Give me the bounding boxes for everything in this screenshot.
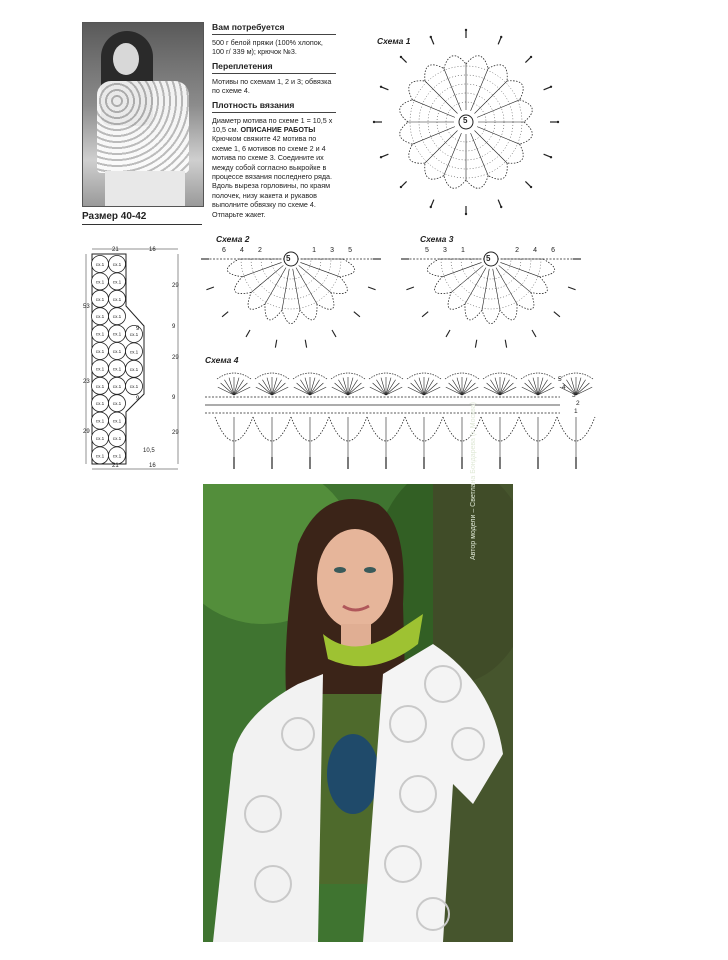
layout-dim-inner-9a: 9 — [136, 326, 140, 332]
layout-dim-left-23: 23 — [83, 379, 90, 385]
svg-text:сх.1: сх.1 — [112, 314, 122, 320]
small-model-photo — [82, 22, 204, 207]
scheme-2-label: Схема 2 — [216, 234, 250, 244]
need-text: 500 г белой пряжи (100% хлопок, 100 г/ 339 м); крючок №3. — [212, 38, 323, 57]
layout-dim-inner-9b: 9 — [136, 396, 140, 402]
svg-text:сх.1: сх.1 — [95, 418, 105, 424]
scheme-4-diagram — [200, 365, 580, 475]
svg-text:сх.1: сх.1 — [95, 262, 105, 267]
size-label: Размер 40-42 — [82, 211, 147, 222]
svg-text:сх.1: сх.1 — [95, 314, 105, 320]
scheme-1-label: Схема 1 — [377, 36, 411, 46]
scheme-4-label: Схема 4 — [205, 355, 239, 365]
svg-text:сх.1: сх.1 — [95, 279, 105, 285]
scheme-3-label: Схема 3 — [420, 234, 454, 244]
svg-text:сх.1: сх.1 — [112, 349, 122, 354]
density-heading: Плотность вязания — [212, 99, 295, 110]
svg-text:сх.1: сх.1 — [112, 418, 122, 424]
layout-dim-right-29c: 29 — [172, 430, 179, 436]
svg-text:сх.1: сх.1 — [112, 366, 122, 372]
photo-credit: Автор модели – Светлана Бондарева (г. Москва) — [470, 402, 477, 560]
layout-dim-left-53: 53 — [83, 304, 90, 310]
svg-text:сх.1: сх.1 — [112, 401, 122, 407]
svg-text:сх.1: сх.1 — [129, 384, 139, 390]
svg-text:сх.1: сх.1 — [95, 366, 105, 372]
layout-dim-left-29: 29 — [83, 429, 90, 435]
instructions-column — [212, 22, 336, 223]
layout-dim-right-29b: 29 — [172, 355, 179, 361]
svg-text:сх.1: сх.1 — [95, 383, 105, 389]
scheme-3-center: 5 — [486, 254, 491, 263]
svg-text:сх.1: сх.1 — [112, 279, 122, 285]
layout-dim-right-9a: 9 — [172, 324, 176, 330]
scheme-1-center: 5 — [463, 116, 468, 125]
svg-text:сх.1: сх.1 — [95, 453, 105, 459]
svg-text:сх.1: сх.1 — [95, 349, 105, 354]
layout-dim-bottom-right: 16 — [149, 463, 156, 469]
model-photo — [203, 484, 513, 942]
density-text: Диаметр мотива по схеме 1 = 10,5 х 10,5 см. ОПИСАНИЕ РАБОТЫ Крючком свяжите 42 мотива по схеме 1, 6 мотивов по схеме 2 и 4 мотива по схеме 3. Соедините их между собой согласно выкройке в процессе вязания последнего ряда. Вдоль выреза горловины, по краям полочек, низу жакета и рукавов выполните обвязку по схеме 4. Отпарьте жакет. — [212, 115, 333, 219]
svg-text:сх.1: сх.1 — [129, 366, 139, 372]
svg-text:сх.1: сх.1 — [112, 262, 122, 267]
svg-text:сх.1: сх.1 — [112, 453, 122, 459]
svg-text:сх.1: сх.1 — [112, 383, 122, 389]
layout-dim-top-right: 16 — [149, 247, 156, 253]
svg-text:сх.1: сх.1 — [95, 296, 105, 302]
layout-dim-bottom-left: 21 — [112, 463, 119, 469]
svg-text:сх.1: сх.1 — [112, 331, 122, 337]
scheme-2-center: 5 — [286, 254, 291, 263]
scheme-4-row-numbers: 5 4 3 2 1 — [558, 376, 580, 415]
layout-dim-right-9b: 9 — [172, 395, 176, 401]
weave-text: Мотивы по схемам 1, 2 и 3; обвязка по схеме 4. — [212, 76, 332, 96]
layout-dim-bottom: 10,5 — [143, 448, 155, 454]
scheme-3-numbers: 5 3 1 2 4 6 — [425, 247, 555, 254]
layout-dim-right-29a: 29 — [172, 283, 179, 289]
svg-text:сх.1: сх.1 — [95, 436, 105, 441]
svg-text:сх.1: сх.1 — [95, 401, 105, 407]
svg-text:сх.1: сх.1 — [112, 296, 122, 302]
weave-heading: Переплетения — [212, 60, 273, 71]
svg-text:сх.1: сх.1 — [95, 331, 105, 337]
scheme-2-numbers: 6 4 2 1 3 5 — [222, 247, 352, 254]
layout-dim-top-left: 21 — [112, 247, 119, 253]
svg-text:сх.1: сх.1 — [112, 436, 122, 441]
size-divider — [82, 224, 202, 225]
need-heading: Вам потребуется — [212, 22, 285, 32]
svg-text:сх.1: сх.1 — [129, 349, 139, 355]
scheme-2-diagram — [196, 245, 386, 355]
scheme-3-diagram — [396, 245, 586, 355]
svg-text:сх.1: сх.1 — [129, 332, 139, 337]
